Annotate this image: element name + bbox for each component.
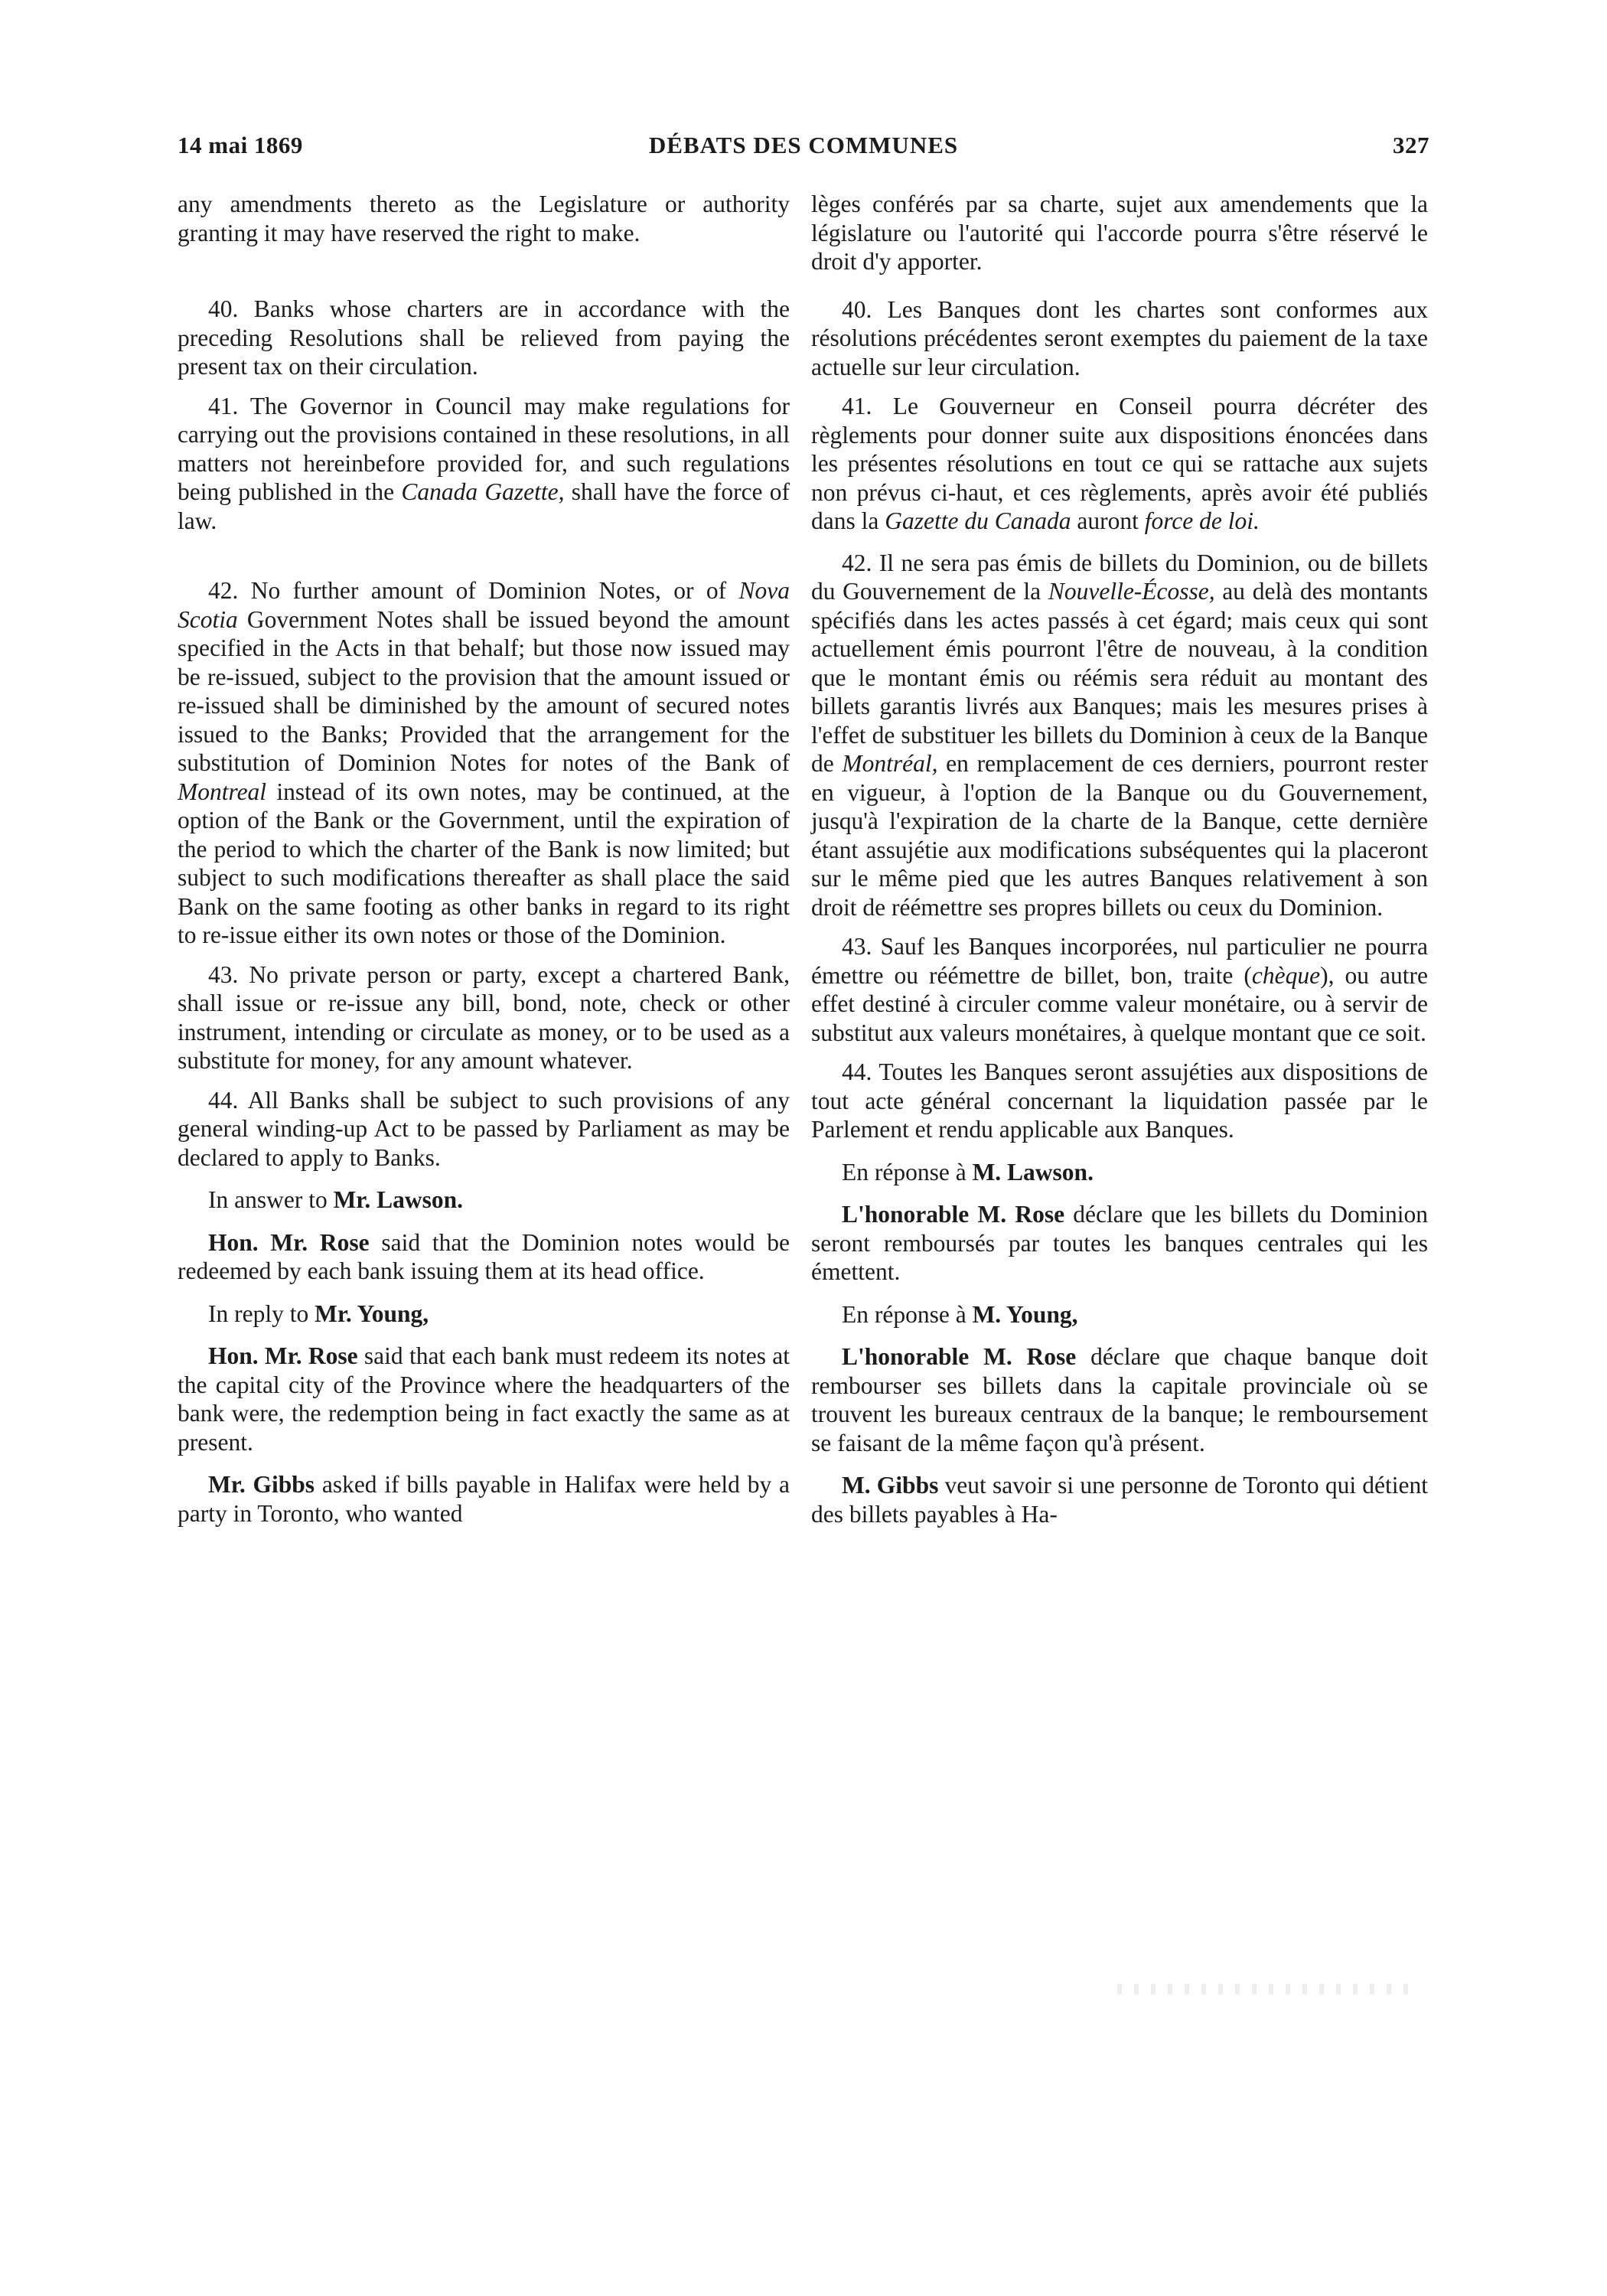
en-answer-lawson-text: In answer to bbox=[208, 1186, 334, 1213]
en-resolution-42 bbox=[178, 576, 790, 950]
fr-r41-gazette: Gazette du Canada bbox=[885, 507, 1071, 534]
en-paragraph-continued: any amendments thereto as the Legislature or authority granting it may have reserved the right to make. bbox=[178, 191, 790, 246]
fr-answer-lawson bbox=[811, 1158, 1428, 1187]
fr-rose-1-text: déclare que les billets du Dominion seront remboursés par toutes les banques centrales qui les émettent. bbox=[811, 1201, 1428, 1285]
fr-gibbs-text: veut savoir si une personne de Toronto qui détient des billets payables à Ha- bbox=[811, 1472, 1428, 1528]
en-reply-young-text: In reply to bbox=[208, 1300, 315, 1327]
fr-answer-lawson-text: En réponse à bbox=[842, 1158, 973, 1186]
fr-paragraph-continued: lèges conférés par sa charte, sujet aux amendements que la législature ou l'autorité qui l'accorde pourra s'être réservé le droit d'y apporter. bbox=[811, 191, 1428, 275]
en-speaker-gibbs: Mr. Gibbs bbox=[208, 1471, 315, 1498]
en-rose-1-text: said that the Dominion notes would be redeemed by each bank issuing them at its head office. bbox=[178, 1228, 790, 1284]
en-speaker-rose-2: Hon. Mr. Rose bbox=[208, 1342, 358, 1369]
en-resolution-43: 43. No private person or party, except a chartered Bank, shall issue or re-issue any bill, bond, note, check or other instrument, intending or circulate as money, or to be used as a substitute for money, for any amount whatever. bbox=[178, 960, 790, 1074]
fr-r41-text: 41. Le Gouverneur en Conseil pourra décréter des règlements pour donner suite aux dispositions énoncées dans les présentes résolutions en tout ce qui se rattache aux sujets non prévus ci-haut, et ces règlements, après avoir été publiés dans la bbox=[811, 393, 1428, 534]
en-r41-text: 41. The Governor in Council may make regulations for carrying out the provisions contained in these resolutions, in all matters not hereinbefore provided for, and such regulations being published in the bbox=[178, 392, 790, 505]
en-r41-gazette: Canada Gazette, bbox=[401, 478, 565, 505]
en-resolution-41 bbox=[178, 392, 790, 536]
fr-resolution-42 bbox=[811, 549, 1428, 922]
page-number: 327 bbox=[1393, 132, 1429, 158]
en-r41-end: shall have the force of law. bbox=[178, 478, 790, 534]
fr-r42-text-b: au delà des montants spécifiés dans les actes passés à cet égard; mais ceux qui sont actuellement émis pourront l'être de nouveau, à la condition que le montant émis ou réémis sera réduit au montant des billets garantis livrés aux Banques; mais les mesures prises à l'effet de substituer les billets du Dominion à ceux de la Banque de bbox=[811, 578, 1429, 777]
running-head bbox=[178, 132, 1429, 165]
fr-resolution-44: 44. Toutes les Banques seront assujéties aux dispositions de tout acte général concernant la liquidation passée par le Parlement et rendu applicable aux Banques. bbox=[811, 1058, 1428, 1143]
fr-r42-nouvelle-ecosse: Nouvelle-Écosse, bbox=[1048, 578, 1215, 605]
print-smudge bbox=[1117, 1984, 1408, 1994]
fr-rose-reply-1 bbox=[811, 1200, 1428, 1287]
fr-reply-young bbox=[811, 1300, 1428, 1329]
fr-r43-text-b: ), ou autre effet destiné à circuler comme valeur monétaire, ou à servir de substitut aux valeurs monétaires, à quelque montant que ce soit. bbox=[811, 961, 1428, 1046]
en-answer-lawson bbox=[178, 1186, 790, 1215]
english-column bbox=[178, 190, 790, 1528]
fr-r41-mid: auront bbox=[1071, 507, 1145, 534]
fr-rose-2-text: déclare que chaque banque doit rembourser ses billets dans la capitale provinciale où se trouvent les bureaux centraux de la banque; le remboursement se faisant de la même façon qu'à présent. bbox=[811, 1343, 1428, 1456]
en-speaker-lawson: Mr. Lawson. bbox=[333, 1186, 464, 1213]
fr-r42-montreal: Montréal, bbox=[842, 750, 938, 777]
fr-speaker-gibbs: M. Gibbs bbox=[842, 1472, 939, 1499]
en-r42-montreal: Montreal bbox=[178, 778, 267, 805]
en-r42-text-a: 42. No further amount of Dominion Notes, or of bbox=[208, 577, 739, 604]
fr-r42-text-c: en remplacement de ces derniers, pourront rester en vigueur, à l'option de la Banque ou du Gouvernement, jusqu'à l'expiration de la charte de la Banque, cette dernière étant assujétie aux modifications subséquentes qui la placeront sur le même pied que les autres Banques relativement à son droit de réémettre ses propres billets ou ceux du Dominion. bbox=[811, 750, 1428, 921]
en-speaker-young: Mr. Young, bbox=[315, 1300, 429, 1327]
fr-resolution-43 bbox=[811, 932, 1428, 1047]
header-date: 14 mai 1869 bbox=[178, 132, 303, 158]
en-r42-nova-scotia: Nova Scotia bbox=[178, 577, 790, 633]
en-rose-reply-2 bbox=[178, 1342, 790, 1456]
fr-rose-reply-2 bbox=[811, 1342, 1428, 1457]
fr-speaker-young: M. Young, bbox=[972, 1300, 1078, 1328]
fr-speaker-rose-2: L'honorable M. Rose bbox=[842, 1343, 1077, 1370]
fr-speaker-rose-1: L'honorable M. Rose bbox=[842, 1201, 1065, 1228]
fr-resolution-40: 40. Les Banques dont les chartes sont conformes aux résolutions précédentes seront exemptes du paiement de la taxe actuelle sur leur circulation. bbox=[811, 295, 1428, 380]
en-rose-2-text: said that each bank must redeem its notes at the capital city of the Province where the headquarters of the bank were, the redemption being in fact exactly the same as at present. bbox=[178, 1342, 790, 1456]
fr-speaker-lawson: M. Lawson. bbox=[972, 1158, 1094, 1186]
en-resolution-44: 44. All Banks shall be subject to such provisions of any general winding-up Act to be passed by Parliament as may be declared to apply to Banks. bbox=[178, 1086, 790, 1171]
fr-r43-text-a: 43. Sauf les Banques incorporées, nul particulier ne pourra émettre ou réémettre de billet, bon, traite ( bbox=[811, 933, 1428, 989]
fr-reply-young-text: En réponse à bbox=[842, 1300, 973, 1328]
en-resolution-40: 40. Banks whose charters are in accordance with the preceding Resolutions shall be relieved from paying the present tax on their circulation. bbox=[178, 295, 790, 380]
fr-gibbs-question bbox=[811, 1471, 1428, 1528]
fr-r41-force: force de loi. bbox=[1144, 507, 1260, 534]
fr-r43-cheque: chèque bbox=[1251, 961, 1321, 989]
en-reply-young bbox=[178, 1300, 790, 1329]
en-rose-reply-1 bbox=[178, 1228, 790, 1286]
en-r42-text-c: instead of its own notes, may be continued, at the option of the Bank or the Government, until the expiration of the period to which the charter of the Bank is now limited; but subject to such modifications thereafter as shall place the said Bank on the same footing as other banks in regard to its right to re-issue either its own notes or those of the Dominion. bbox=[178, 778, 790, 948]
fr-r42-text-a: 42. Il ne sera pas émis de billets du Dominion, ou de billets du Gouvernement de la bbox=[811, 549, 1428, 605]
fr-resolution-41 bbox=[811, 392, 1428, 536]
en-r42-text-b: Government Notes shall be issued beyond the amount specified in the Acts in that behalf; but those now issued may be re-issued, subject to the provision that the amount issued or re-issued shall be diminished by the amount of secured notes issued to the Banks; Provided that the arrangement for the substitution of Dominion Notes for notes of the Bank of bbox=[178, 605, 790, 776]
en-gibbs-question bbox=[178, 1470, 790, 1528]
en-gibbs-text: asked if bills payable in Halifax were held by a party in Toronto, who wanted bbox=[178, 1471, 790, 1527]
header-title: DÉBATS DES COMMUNES bbox=[648, 132, 959, 158]
en-speaker-rose-1: Hon. Mr. Rose bbox=[208, 1228, 370, 1256]
french-column bbox=[811, 190, 1428, 1528]
